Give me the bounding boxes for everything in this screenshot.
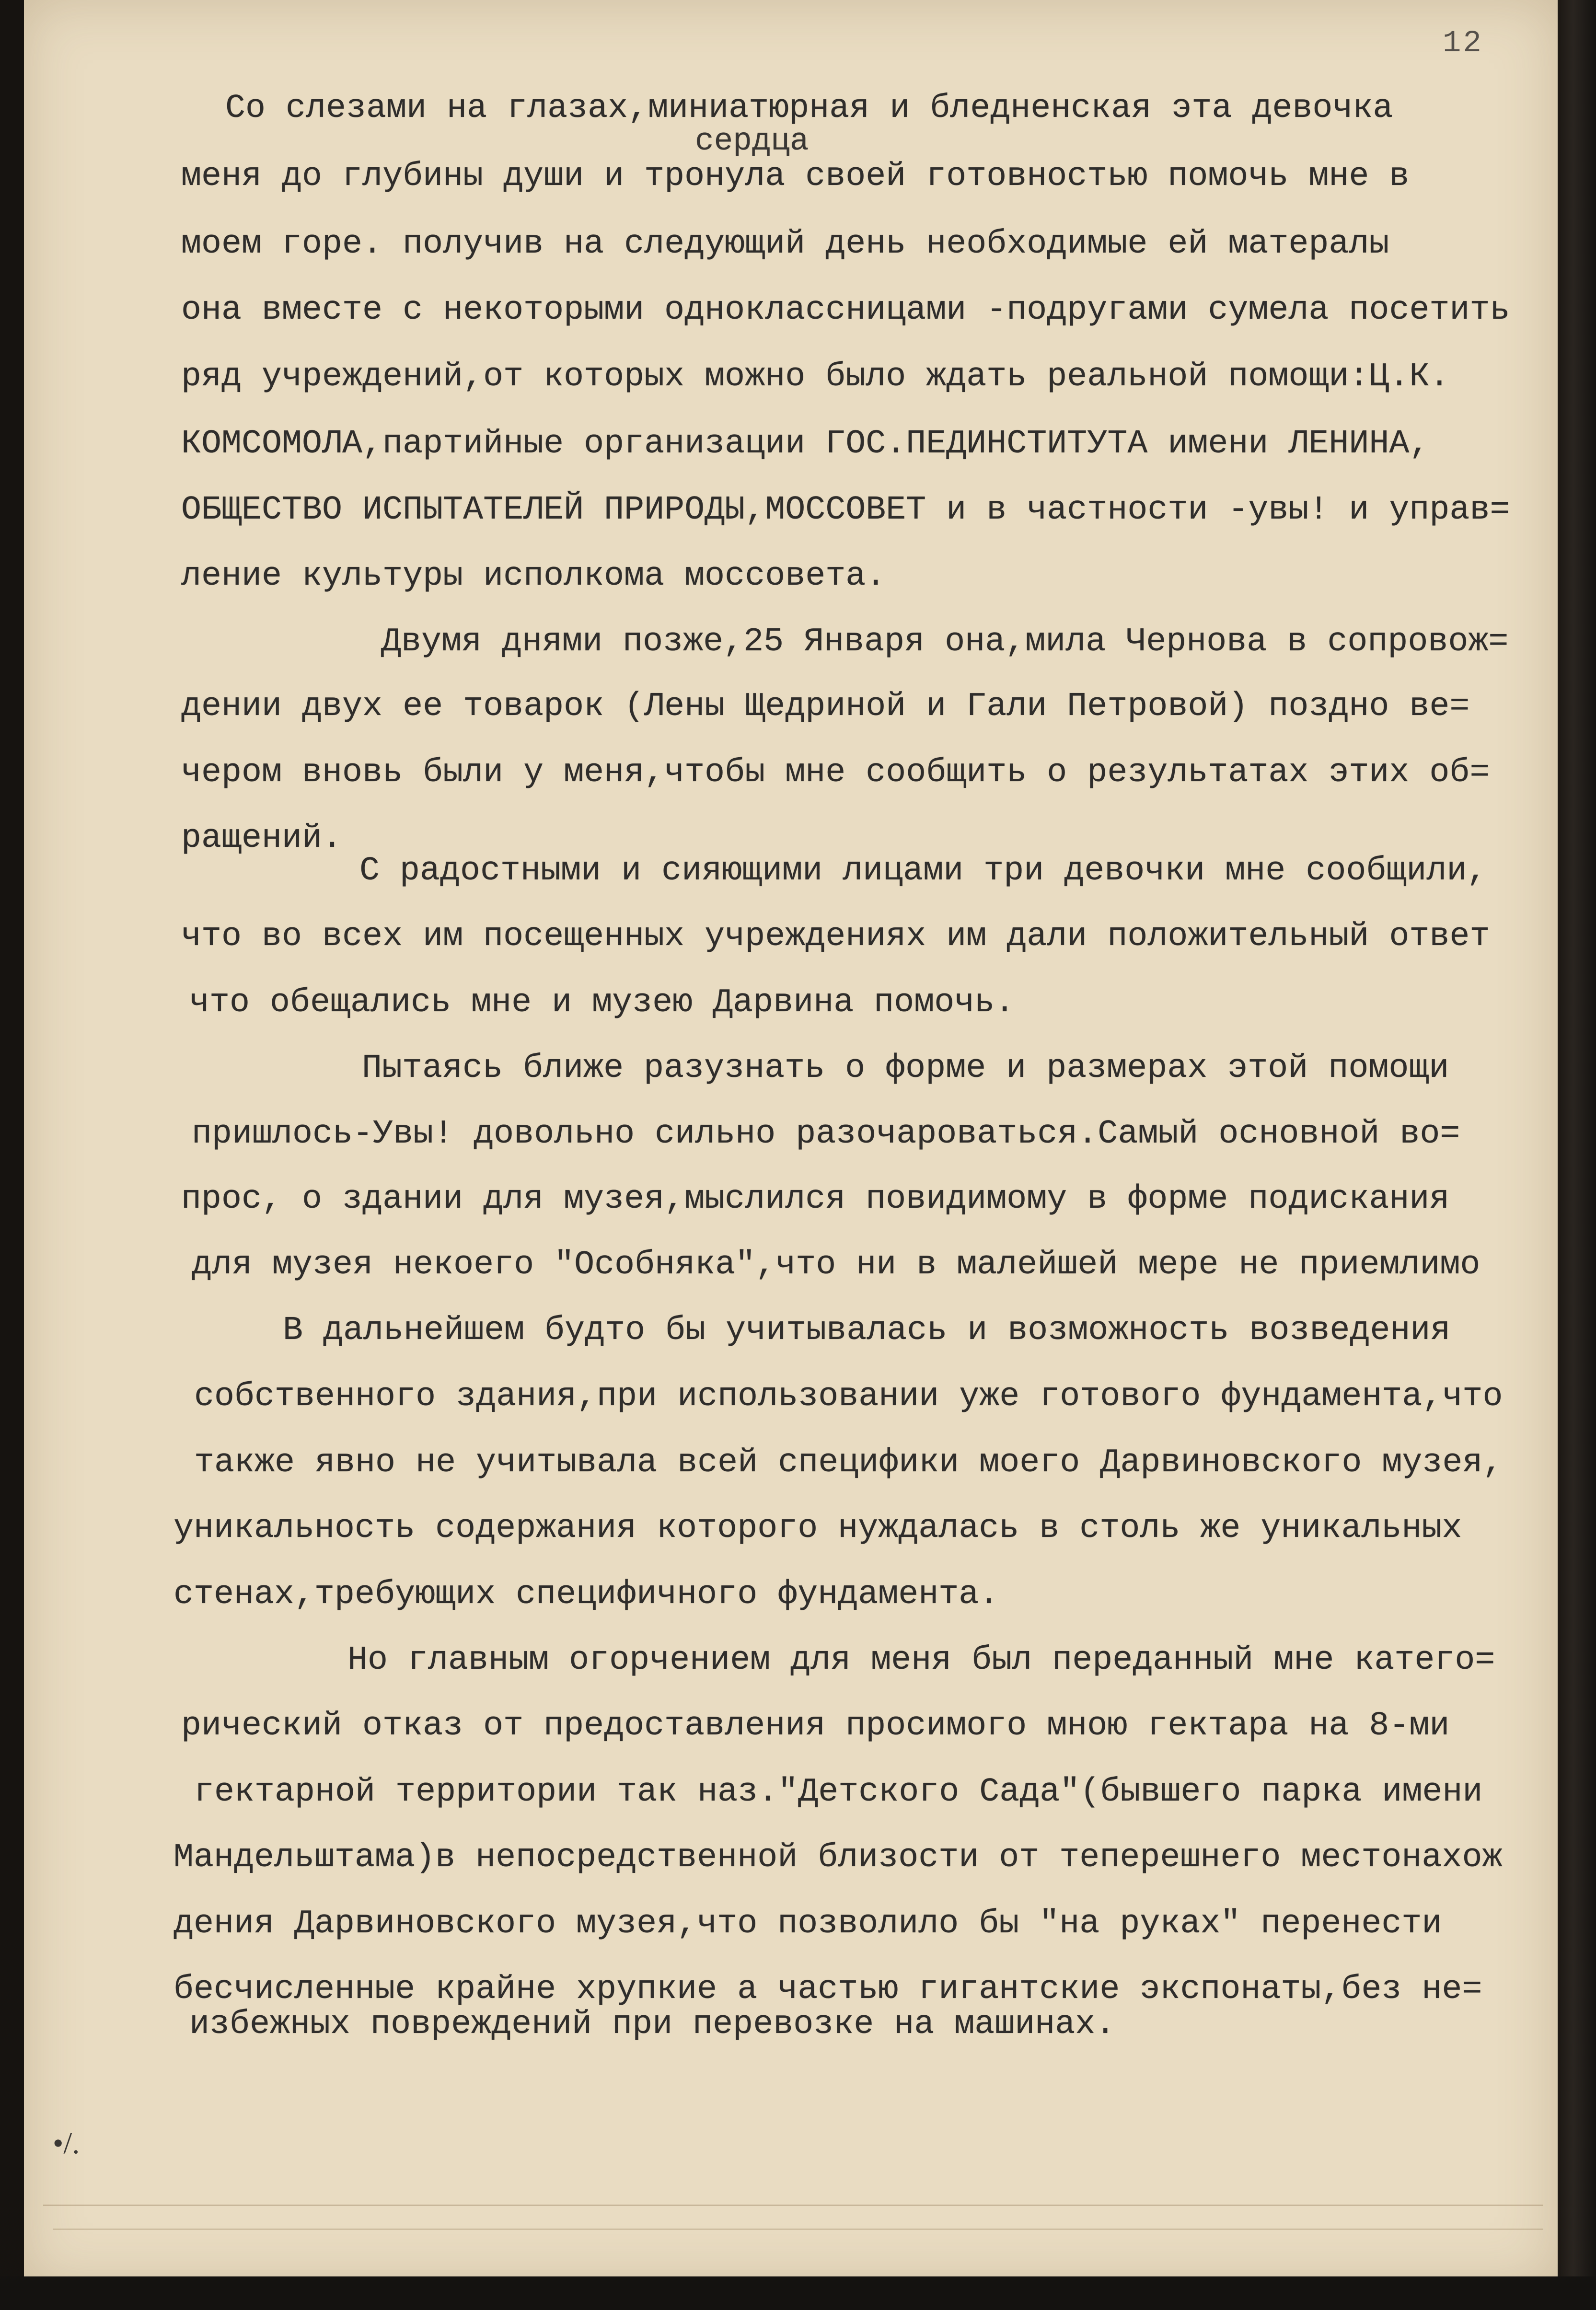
- text-line: Со слезами на глазах,миниатюрная и бледненская эта девочка: [225, 90, 1393, 127]
- text-line: уникальность содержания которого нуждалась в столь же уникальных: [173, 1510, 1462, 1548]
- underlying-sheet-edge-2: [53, 2229, 1543, 2283]
- margin-mark: •/.: [53, 2126, 80, 2160]
- text-line: что во всех им посещенных учреждениях им дали положительный ответ: [181, 918, 1490, 956]
- text-line: Двумя днями позже,25 Января она,мила Чернова в сопровож=: [381, 623, 1509, 661]
- text-line: КОМСОМОЛА,партийные организации ГОС.ПЕДИНСТИТУТА имени ЛЕНИНА,: [181, 425, 1430, 463]
- text-line: что обещались мне и музею Дарвина помочь.: [189, 984, 1015, 1022]
- text-line: моем горе. получив на следующий день необходимые ей матералы: [181, 225, 1389, 263]
- page-edge-bottom: [0, 2276, 1596, 2310]
- text-line: Но главным огорчением для меня был переданный мне катего=: [347, 1641, 1495, 1679]
- text-line: также явно не учитывала всей специфики моего Дарвиновского музея,: [194, 1444, 1503, 1482]
- page-edge-right: [1558, 0, 1596, 2310]
- text-line: избежных повреждений при перевозке на машинах.: [189, 2006, 1116, 2044]
- text-line: меня до глубины души и тронула своей готовностью помочь мне в: [181, 158, 1410, 196]
- text-line: чером вновь были у меня,чтобы мне сообщить о результатах этих об=: [181, 754, 1490, 792]
- text-line: бесчисленные крайне хрупкие а частью гигантские экспонаты,без не=: [173, 1971, 1482, 2009]
- text-line: рический отказ от предоставления просимого мною гектара на 8-ми: [181, 1707, 1450, 1745]
- text-line: ОБЩЕСТВО ИСПЫТАТЕЛЕЙ ПРИРОДЫ,МОССОВЕТ и в частности -увы! и управ=: [181, 491, 1510, 529]
- handwritten-insertion: сердца: [695, 123, 809, 159]
- text-line: для музея некоего "Особняка",что ни в малейшей мере не приемлимо: [192, 1246, 1480, 1284]
- text-line: Пытаясь ближе разузнать о форме и размерах этой помощи: [362, 1050, 1449, 1087]
- text-line: дения Дарвиновского музея,что позволило бы "на руках" перенести: [173, 1905, 1442, 1943]
- text-line: она вместе с некоторыми одноклассницами -подругами сумела посетить: [181, 291, 1510, 329]
- text-line: ление культуры исполкома моссовета.: [181, 557, 886, 595]
- text-line: собственного здания,при использовании уже готового фундамента,что: [194, 1378, 1503, 1416]
- text-line: пришлось-Увы! довольно сильно разочароваться.Самый основной во=: [192, 1115, 1460, 1153]
- text-line: прос, о здании для музея,мыслился повидимому в форме подискания: [181, 1180, 1450, 1218]
- text-line: С радостными и сияющими лицами три девочки мне сообщили,: [359, 852, 1487, 890]
- text-line: Мандельштама)в непосредственной близости от теперешнего местонахож: [173, 1839, 1503, 1877]
- text-line: стенах,требующих специфичного фундамента.: [173, 1576, 999, 1614]
- text-line: дении двух ее товарок (Лены Щедриной и Гали Петровой) поздно ве=: [181, 688, 1470, 726]
- text-line: гектарной территории так наз."Детского Сада"(бывшего парка имени: [194, 1773, 1483, 1811]
- text-line: ращений.: [181, 820, 343, 857]
- page-number: 12: [1443, 26, 1483, 61]
- text-line: В дальнейшем будто бы учитывалась и возможность возведения: [283, 1312, 1451, 1350]
- text-line: ряд учреждений,от которых можно было ждать реальной помощи:Ц.К.: [181, 358, 1450, 396]
